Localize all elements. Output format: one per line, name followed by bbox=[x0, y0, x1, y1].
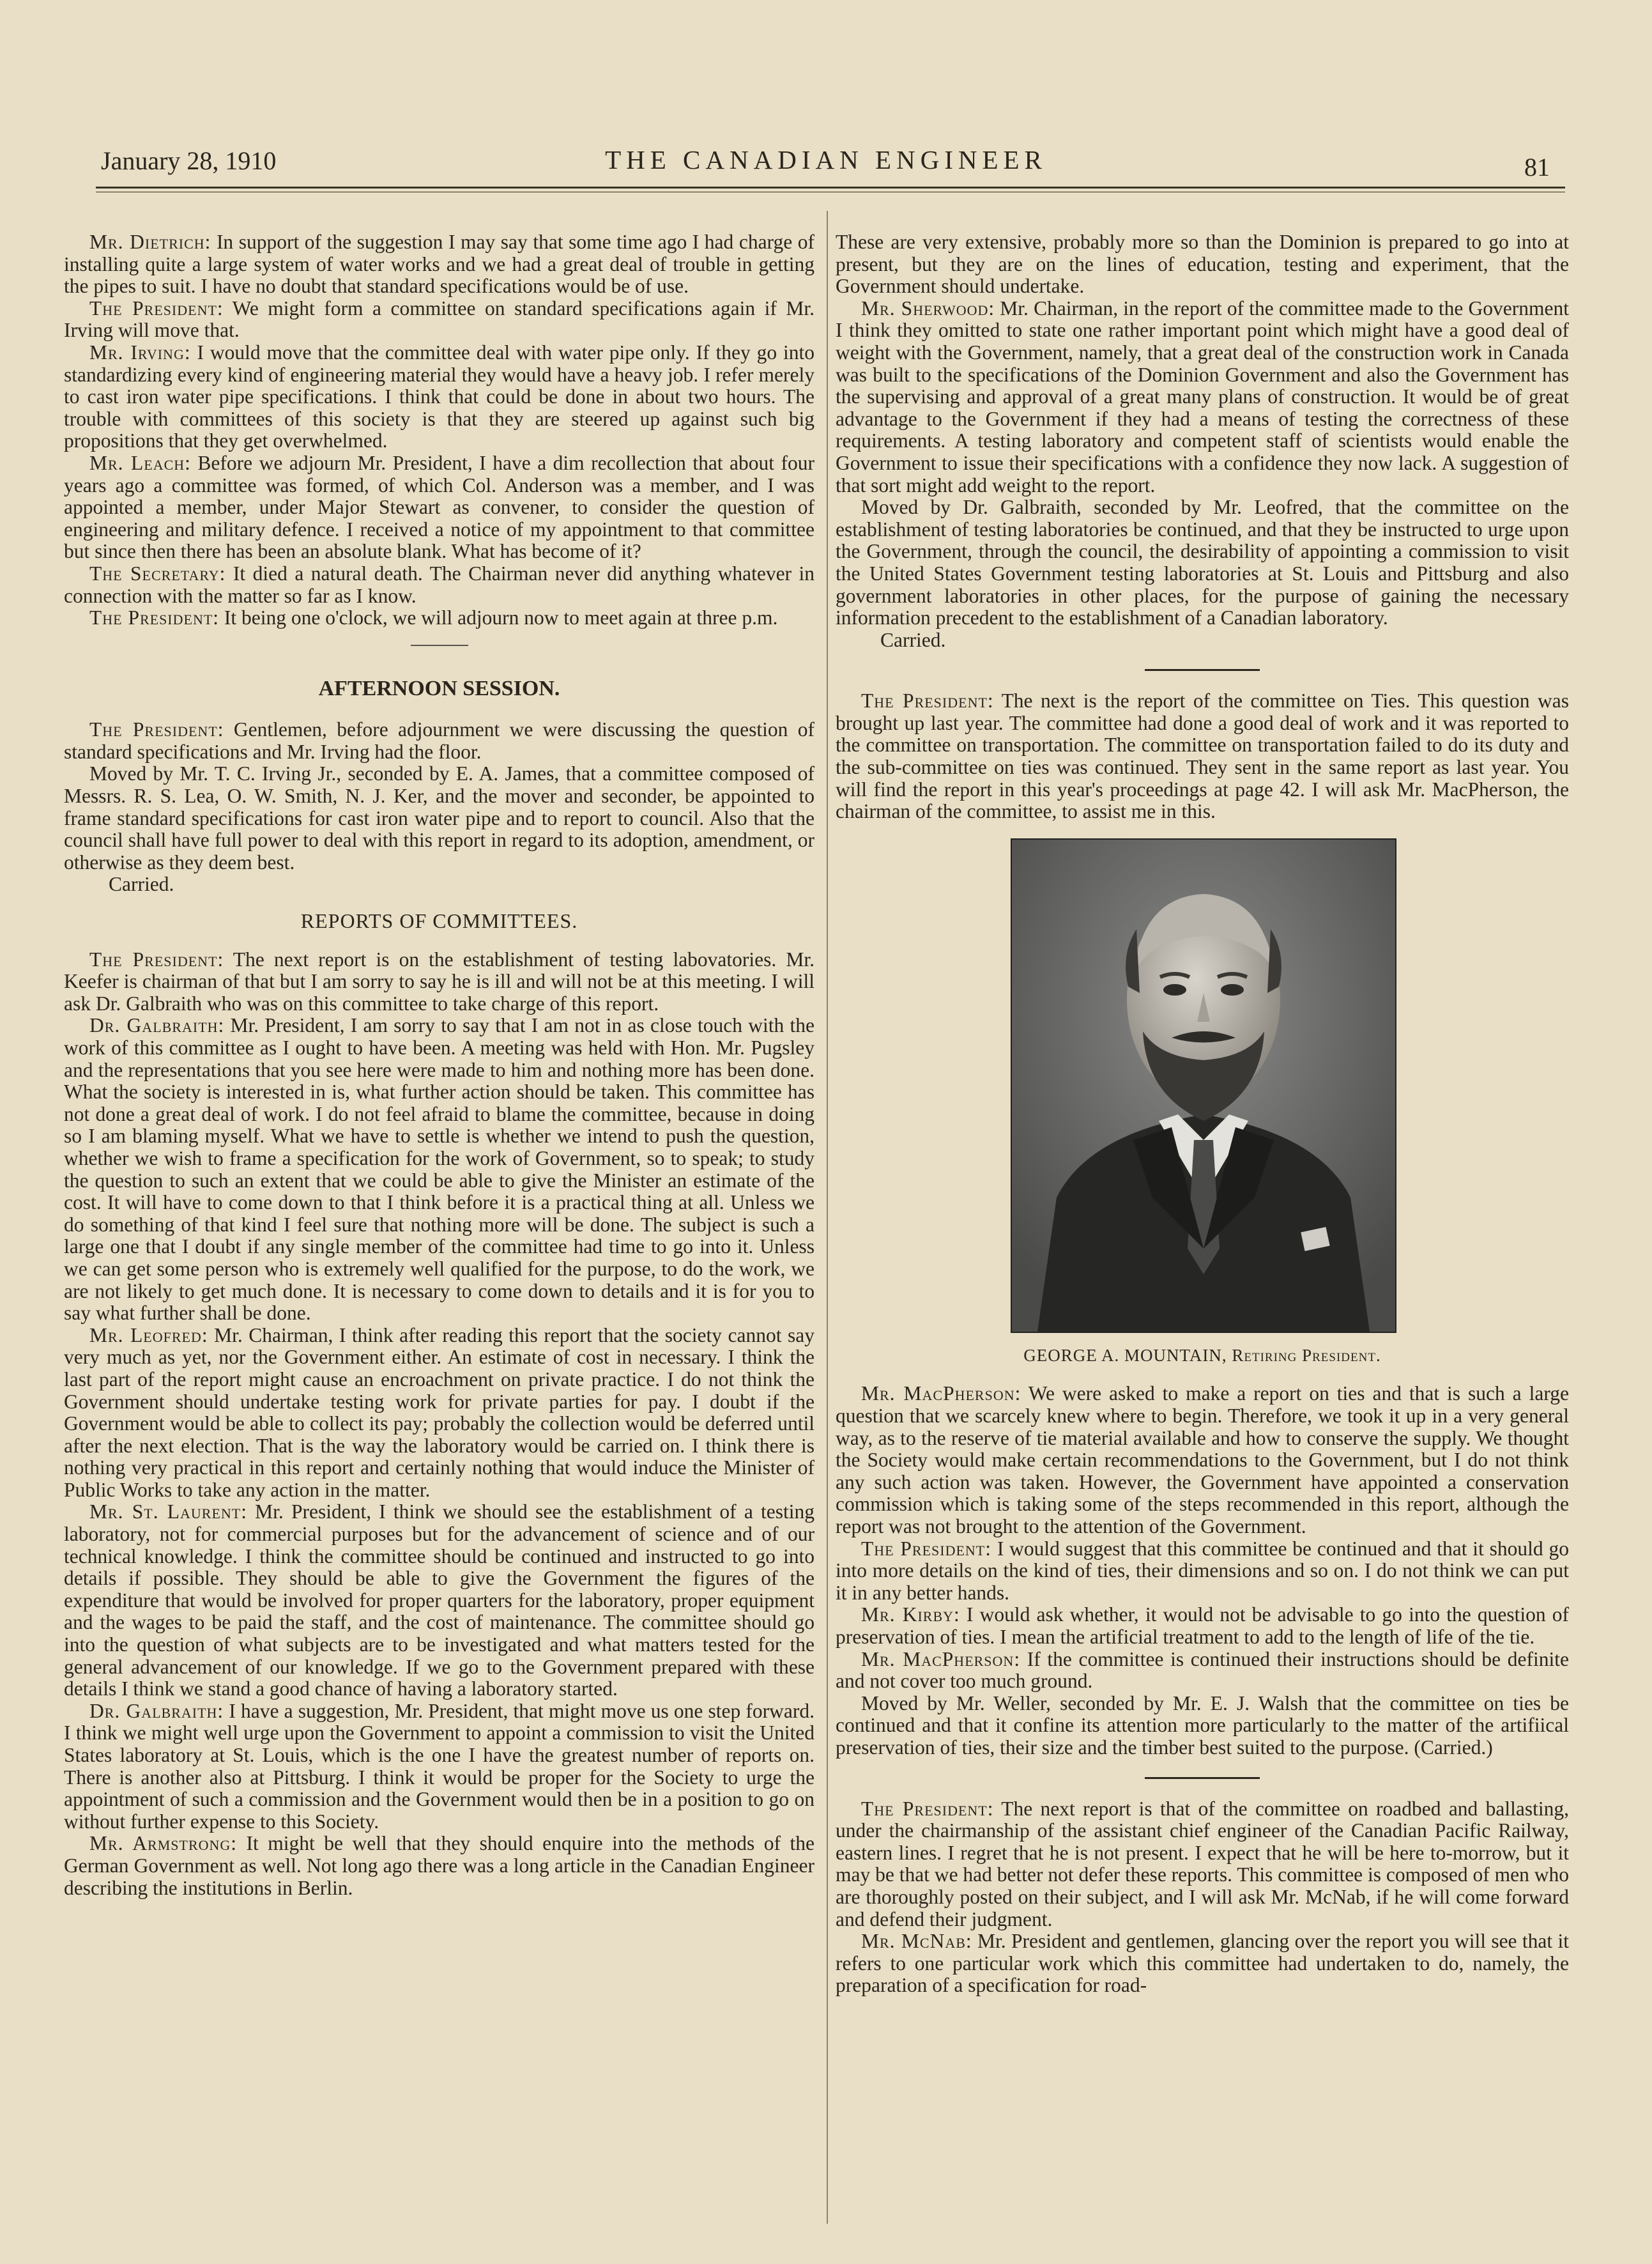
paragraph bbox=[64, 1501, 815, 1700]
section-divider bbox=[1145, 1777, 1260, 1779]
paragraph-text: It might be well that they should enquire into the methods of the German Government as well. Not long ago there was a long article in the Canadian Engineer describing the institutions in Berlin. bbox=[64, 1832, 815, 1899]
speaker: Dr. Galbraith: bbox=[89, 1699, 224, 1722]
paragraph bbox=[836, 690, 1569, 823]
paragraph: Moved by Dr. Galbraith, seconded by Mr. Leofred, that the committee on the establishment of testing laboratories be continued, and that they be instructed to urge upon the Government, through the council, the desirability of appointing a commission to visit the United States Government testing laboratories at St. Louis and Pittsburg and also government laboratories in other places, for the purpose of gaining the necessary information precedent to the establishment of a Canadian laboratory. bbox=[836, 496, 1569, 629]
short-divider bbox=[411, 645, 468, 646]
paragraph-text: It died a natural death. The Chairman never did anything whatever in connection with the matter so far as I know. bbox=[64, 562, 815, 607]
paragraph: Moved by Mr. Weller, seconded by Mr. E. J. Walsh that the committee on ties be continued and that it confine its attention more particularly to the matter of the artifiical preservation of ties, their size and the timber best suited to the purpose. (Carried.) bbox=[836, 1691, 1569, 1759]
speaker: The President: bbox=[89, 296, 224, 320]
speaker: Mr. Leofred: bbox=[89, 1323, 208, 1346]
portrait-figure bbox=[1011, 838, 1394, 1367]
paragraph bbox=[64, 1833, 815, 1899]
paragraph bbox=[836, 1649, 1569, 1693]
paragraph-text: The next is the report of the committee on Ties. This question was brought up last year. The committee had done a good deal of work and it was reported to the committee on transportation. The committee on transportation failed to do its duty and the sub-committee on ties was continued. They sent in the same report as last year. You will find the report in this year's proceedings at page 42. I will ask Mr. MacPherson, the chairman of the committee, to assist me in this. bbox=[836, 689, 1569, 823]
paragraph-text: Before we adjourn Mr. President, I have a dim recollection that about four years ago a committee was formed, of which Col. Anderson was a member, and I was appointed a member, under Major Stewart as convener, to consider the question of engineering and military defence. I received a notice of my appointment to that committee but since then there has been an absolute blank. What has become of it? bbox=[64, 451, 815, 563]
paragraph-text: I would ask whether, it would not be advisable to go into the question of preservation of ties. I mean the artificial treatment to add to the length of life of the tie. bbox=[836, 1603, 1569, 1648]
section-divider bbox=[1145, 669, 1260, 671]
right-column bbox=[836, 231, 1569, 1997]
speaker: Mr. St. Laurent: bbox=[89, 1500, 247, 1523]
paragraph-text: Mr. President and gentlemen, glancing over the report you will see that it refers to one particular work which this committee had undertaken to do, namely, the preparation of a specification for road- bbox=[836, 1930, 1569, 1997]
paragraph-text: It being one o'clock, we will adjourn now to meet again at three p.m. bbox=[219, 606, 778, 629]
paragraph-text: I have a suggestion, Mr. President, that might move us one step forward. I think we might well urge upon the Government to appoint a commission to visit the United States laboratory at St. Louis, which is the one I have the greatest number of reports on. There is another also at Pittsburg. I think it would be proper for the Society to urge the appointment of such a commission and the Government would then be in a position to go on without further expense to this Society. bbox=[64, 1699, 815, 1833]
paragraph bbox=[64, 1015, 815, 1324]
paragraph bbox=[64, 452, 815, 563]
paragraph bbox=[836, 1798, 1569, 1931]
paragraph-text: Mr. Chairman, in the report of the committee made to the Government I think they omitted to state one rather important point which might have a good deal of weight with the Government, namely, that a great deal of the construction work in Canada was built to the specifications of the Dominion Government and also the Government has the supervising and approval of a great many plans of construction. It would be of great advantage to the Government if they had a means of testing the correctness of these requirements. A testing laboratory and competent staff of scientists would enable the Government to issue their specifications with a confidence they now lack. A suggestion of that sort might add weight to the report. bbox=[836, 296, 1569, 497]
paragraph-text: The next report is on the establishment of testing labovatories. Mr. Keefer is chairman of that but I am sorry to say he is ill and will not be at this meeting. I will ask Dr. Galbraith who was on this committee to take charge of this report. bbox=[64, 948, 815, 1015]
speaker: Mr. Sherwood: bbox=[861, 296, 995, 320]
paragraph bbox=[64, 1700, 815, 1833]
speaker: The President: bbox=[861, 1797, 994, 1820]
speaker: The President: bbox=[861, 689, 994, 712]
section-heading-reports: REPORTS OF COMMITTEES. bbox=[300, 909, 578, 933]
paragraph bbox=[836, 1538, 1569, 1605]
paragraph-text: We might form a committee on standard specifications again if Mr. Irving will move that. bbox=[64, 296, 815, 342]
speaker: Mr. Irving: bbox=[89, 341, 191, 364]
paragraph bbox=[64, 231, 815, 298]
issue-date: January 28, 1910 bbox=[101, 146, 277, 175]
paragraph bbox=[64, 607, 815, 629]
caption-name: GEORGE A. MOUNTAIN, bbox=[1023, 1345, 1232, 1365]
header-rule-thick bbox=[96, 187, 1565, 189]
paragraph-text: In support of the suggestion I may say that some time ago I had charge of installing quite a large system of water works and we had a great deal of trouble in getting the pipes to suit. I have no doubt that standard specifications would be of use. bbox=[64, 231, 815, 298]
paragraph-text: Mr. President, I am sorry to say that I am not in as close touch with the work of this committee as I ought to have been. A meeting was held with Hon. Mr. Pugsley and the representations that you see here were made to him and nothing more has been done. What the society is interested in is, what further action should be taken. This committee has not done a great deal of work. I do not feel afraid to blame the committee, because in doing so I am blaming myself. What we have to settle is whether we intend to push the question, whether we wish to frame a specification for the work of Government, so to speak; to study the question to such an extent that we could be able to give the Minister an estimate of the cost. It will have to come down to that I think before it is a practical thing at all. Unless we do something of that kind I feel sure that nothing more will be done. The subject is such a large one that I doubt if any single member of the committee had time to go into it. Unless we can get some person who is extremely well qualified for the purpose, to do the work, we are not likely to get much done. It is necessary to come down to details and it is for you to say what further shall be done. bbox=[64, 1014, 815, 1325]
speaker: Mr. Kirby: bbox=[861, 1603, 960, 1626]
section-heading-afternoon: AFTERNOON SESSION. bbox=[318, 676, 560, 700]
carried-note: Carried. bbox=[109, 873, 174, 896]
speaker: The Secretary: bbox=[89, 562, 226, 585]
portrait-caption bbox=[1011, 1344, 1394, 1367]
speaker: Mr. MacPherson: bbox=[861, 1382, 1021, 1405]
speaker: Mr. Leach: bbox=[89, 451, 191, 474]
paragraph: Moved by Mr. T. C. Irving Jr., seconded by E. A. James, that a committee composed of Messrs. R. S. Lea, O. W. Smith, N. J. Ker, and the mover and seconder, be appointed to frame standard specifications for cast iron water pipe and to report to council. Also that the council shall have full power to deal with this report in regard to its adoption, amendment, or otherwise as they deem best. bbox=[64, 762, 815, 874]
paragraph-text: The next report is that of the committee on roadbed and ballasting, under the chairmanship of the assistant chief engineer of the Canadian Pacific Railway, eastern lines. I regret that he is not present. I expect that he will be here to-morrow, but it may be that we had better not defer these reports. This committee is composed of men who are thoroughly posted on their subject, and I will ask Mr. McNab, if he will come forward and defend their judgment. bbox=[836, 1797, 1569, 1930]
speaker: Mr. Dietrich: bbox=[89, 231, 211, 253]
speaker: The President: bbox=[861, 1537, 992, 1560]
paragraph bbox=[836, 1930, 1569, 1997]
paragraph bbox=[64, 719, 815, 763]
carried-note: Carried. bbox=[880, 628, 946, 651]
paragraph-text: Gentlemen, before adjournment we were discussing the question of standard specifications and Mr. Irving had the floor. bbox=[64, 718, 815, 763]
journal-title: THE CANADIAN ENGINEER bbox=[605, 145, 1047, 174]
page-number: 81 bbox=[1524, 153, 1550, 181]
caption-role: Retiring President. bbox=[1232, 1345, 1381, 1365]
paragraph bbox=[64, 1325, 815, 1502]
speaker: The President: bbox=[89, 606, 220, 629]
speaker: Dr. Galbraith: bbox=[89, 1014, 225, 1037]
speaker: Mr. McNab: bbox=[861, 1930, 972, 1953]
speaker: The President: bbox=[89, 948, 224, 971]
paragraph-text: We were asked to make a report on ties and that is such a large question that we scarcely knew where to begin. Therefore, we took it up in a very general way, as to the reserve of tie material available and how to conserve the supply. We thought the Society would make certain recommendations to the Government, but I do not think any such action was taken. However, the Government have appointed a conservation commission which is taking some of the steps recommended in this report, although the report was not brought to the attention of the Government. bbox=[836, 1382, 1569, 1537]
portrait-image bbox=[1012, 840, 1395, 1332]
paragraph bbox=[64, 563, 815, 607]
paragraph-text: I would suggest that this committee be continued and that it should go into more details on the kind of ties, their dimensions and so on. I do not think we can put it in any better hands. bbox=[836, 1537, 1569, 1604]
speaker: The President: bbox=[89, 718, 224, 741]
paragraph: These are very extensive, probably more so than the Dominion is prepared to go into at present, but they are on the lines of education, testing and experiment, that the Government should undertake. bbox=[836, 231, 1569, 298]
paragraph bbox=[64, 342, 815, 452]
speaker: Mr. Armstrong: bbox=[89, 1832, 238, 1855]
paragraph-text: Mr. President, I think we should see the establishment of a testing laboratory, not for commercial purposes but for the advancement of science and of our technical knowledge. I think the committee should be continued and instructed to go into details if possible. They should be able to give the Government the figures of the expenditure that would be involved for proper quarters for the laboratory, proper equipment and the wages to be paid the staff, and the cost of maintenance. The committee should go into the question of what subjects are to be investigated and what matters tested for the general advancement of our knowledge. If we go to the Government prepared with these details I think we stand a good chance of having a laboratory started. bbox=[64, 1500, 815, 1700]
paragraph bbox=[836, 1604, 1569, 1648]
column-separator bbox=[827, 211, 828, 2224]
paragraph-text: Mr. Chairman, I think after reading this report that the society cannot say very much as yet, nor the Government either. An estimate of cost in necessary. I think the last part of the report might cause an encroachment on private practice. I do not think the Government should undertake testing work for private parties for pay. I doubt if the Government would be able to collect its pay; probably the collection would be deferred until after the next election. That is the way the laboratory would be carried on. I think there is nothing very practical in this report and certainly nothing that would induce the Minister of Public Works to take any action in the matter. bbox=[64, 1323, 815, 1501]
paragraph bbox=[64, 298, 815, 342]
left-column bbox=[64, 231, 815, 1899]
paragraph bbox=[836, 298, 1569, 497]
paragraph bbox=[836, 1383, 1569, 1537]
paragraph-text: I would move that the committee deal with water pipe only. If they go into standardizing every kind of engineering material they would have a heavy job. I refer merely to cast iron water pipe specifications. I think that could be done in about two hours. The trouble with committees of this society is that they are steered up against such big propositions that they get overwhelmed. bbox=[64, 341, 815, 452]
paragraph-text: If the committee is continued their instructions should be definite and not cover too much ground. bbox=[836, 1647, 1569, 1693]
speaker: Mr. MacPherson: bbox=[861, 1647, 1021, 1670]
portrait-photo bbox=[1011, 838, 1396, 1333]
paragraph bbox=[64, 949, 815, 1015]
